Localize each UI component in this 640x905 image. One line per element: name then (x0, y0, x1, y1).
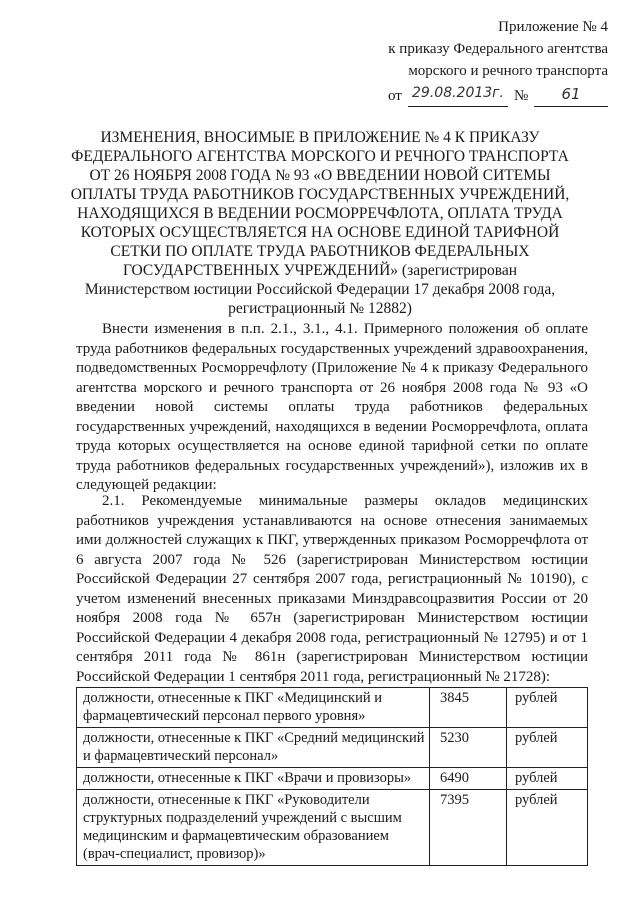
number-prefix: № (514, 88, 529, 104)
unit-cell: рублей (507, 768, 588, 790)
appendix-line: к приказу Федерального агентства (388, 41, 608, 57)
position-cell: должности, отнесенные к ПКГ «Средний медицинский и фармацевтический персонал» (77, 728, 430, 768)
handwritten-date: 29.08.2013г. (412, 85, 504, 101)
table-row (77, 688, 588, 728)
paragraph-2-1: 2.1. Рекомендуемые минимальные размеры окладов медицинских работников учреждения устанавливаются на основе отнесения занимаемых ими должностей служащих к ПКГ, утвержденных приказом Росморречфлота от 6 августа 2007 года № 526 (зарегистрирован Министерством юстиции Российской Федерации 27 сентября 2007 года, регистрационный № 10190), с учетом изменений внесенных приказами Минздравсоцразвития России от 20 ноября 2008 года № 657н (зарегистрирован Министерством юстиции Российской Федерации 4 декабря 2008 года, регистрационный № 12795) и от 1 сентября 2011 года № 861н (зарегистрирован Министерством юстиции Российской Федерации 1 сентября 2011 года, регистрационный № 21728): (76, 493, 588, 685)
date-prefix: от (388, 88, 402, 104)
amount-cell: 7395 (430, 790, 507, 866)
appendix-header (348, 16, 608, 82)
position-cell: должности, отнесенные к ПКГ «Руководители структурных подразделений учреждений с высшим медицинским и фармацевтическим образованием (врач-специалист, провизор)» (77, 790, 430, 866)
number-underline (534, 106, 608, 107)
appendix-line: Приложение № 4 (498, 19, 608, 35)
amount-cell: 3845 (430, 688, 507, 728)
table-row (77, 728, 588, 768)
amount-cell: 5230 (430, 728, 507, 768)
handwritten-number: 61 (561, 85, 581, 103)
table-row (77, 790, 588, 866)
position-cell: должности, отнесенные к ПКГ «Врачи и провизоры» (77, 768, 430, 790)
position-cell: должности, отнесенные к ПКГ «Медицинский и фармацевтический персонал первого уровня» (77, 688, 430, 728)
amount-cell: 6490 (430, 768, 507, 790)
title-lower: (зарегистрирован Министерством юстиции Российской Федерации 17 декабря 2008 года, регистрационный № 12882) (84, 262, 556, 317)
unit-cell: рублей (507, 790, 588, 866)
unit-cell: рублей (507, 688, 588, 728)
table-row (77, 768, 588, 790)
unit-cell: рублей (507, 728, 588, 768)
paragraph-intro: Внести изменения в п.п. 2.1., 3.1., 4.1. Примерного положения об оплате труда работников федеральных государственных учреждений здравоохранения, подведомственных Росморречфлоту (Приложение № 4 к приказу Федерального агентства морского и речного транспорта от 26 ноября 2008 года № 93 «О введении новой системы оплаты труда работников федеральных государственных учреждений, находящихся в ведении Росморречфлота, оплата труда которых осуществляется на основе единой тарифной сетки по оплате труда работников федеральных государственных учреждений»), изложив их в следующей редакции: (76, 321, 588, 493)
salary-table (76, 687, 588, 866)
order-date-number-line (368, 85, 608, 110)
date-underline (408, 106, 508, 107)
title-upper: ИЗМЕНЕНИЯ, ВНОСИМЫЕ В ПРИЛОЖЕНИЕ № 4 К ПРИКАЗУ ФЕДЕРАЛЬНОГО АГЕНТСТВА МОРСКОГО И РЕЧНОГО ТРАНСПОРТА ОТ 26 НОЯБРЯ 2008 ГОДА № 93 «О ВВЕДЕНИИ НОВОЙ СИТЕМЫ ОПЛАТЫ ТРУДА РАБОТНИКОВ ГОСУДАРСТВЕННЫХ УЧРЕЖДЕНИЙ, НАХОДЯЩИХСЯ В ВЕДЕНИИ РОСМОРРЕЧФЛОТА, ОПЛАТА ТРУДА КОТОРЫХ ОСУЩЕСТВЛЯЕТСЯ НА ОСНОВЕ ЕДИНОЙ ТАРИФНОЙ СЕТКИ ПО ОПЛАТЕ ТРУДА РАБОТНИКОВ ФЕДЕРАЛЬНЫХ ГОСУДАРСТВЕННЫХ УЧРЕЖДЕНИЙ» (70, 129, 570, 279)
document-title (70, 128, 570, 318)
appendix-line: морского и речного транспорта (408, 63, 608, 79)
